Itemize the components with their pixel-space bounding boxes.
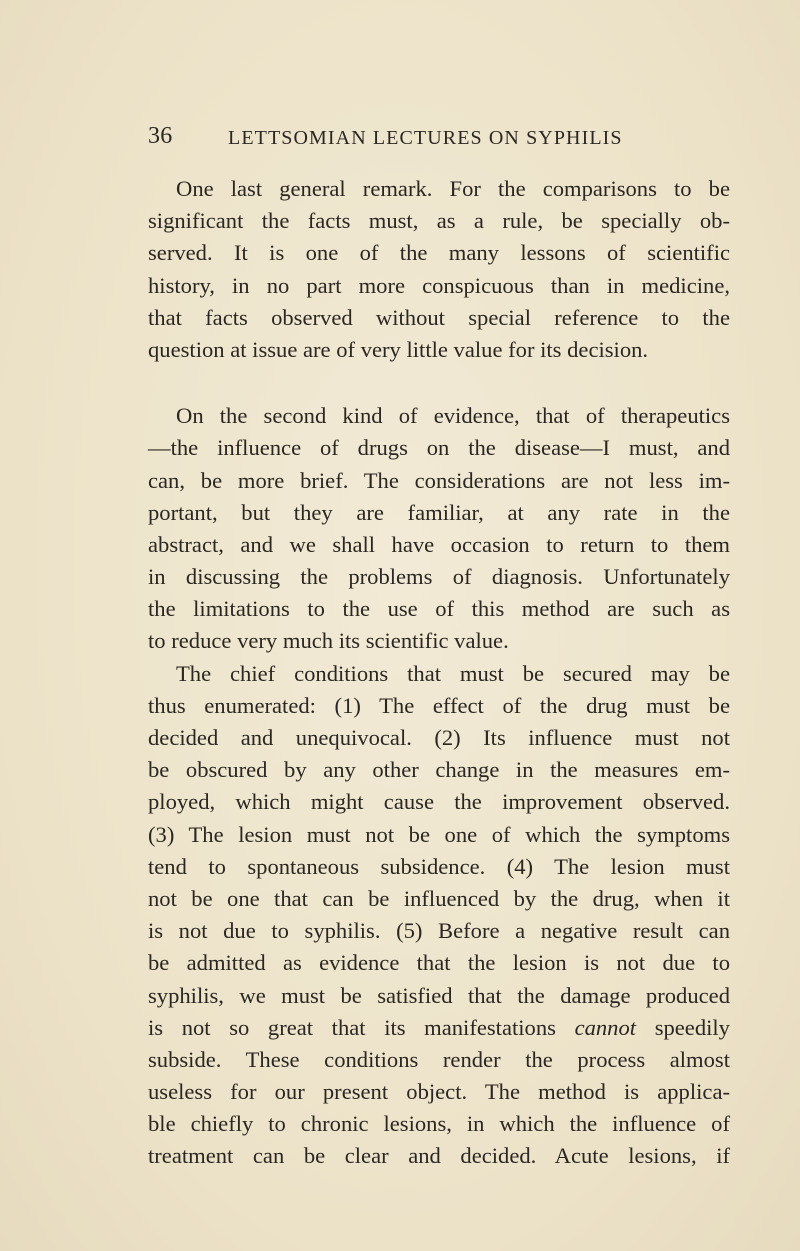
text-line: subside. These conditions render the process almost <box>148 1046 730 1072</box>
paragraph-spacer <box>148 366 730 400</box>
text-line: treatment can be clear and decided. Acute lesions, if <box>148 1143 730 1169</box>
text-line: On the second kind of evidence, that of therapeutics <box>176 403 730 429</box>
running-head-title: LETTSOMIAN LECTURES ON SYPHILIS <box>228 127 623 149</box>
text-line: is not due to syphilis. (5) Before a negative result can <box>148 918 730 944</box>
text-line: useless for our present object. The method is applica- <box>148 1079 730 1105</box>
text-line: thus enumerated: (1) The effect of the drug must be <box>148 692 730 718</box>
text-line: syphilis, we must be satisfied that the damage produced <box>148 982 730 1008</box>
text-line: not be one that can be influenced by the drug, when it <box>148 885 730 911</box>
text-line: ployed, which might cause the improvement observed. <box>148 789 730 815</box>
body-text <box>148 173 730 1173</box>
text-line: One last general remark. For the comparisons to be <box>176 176 730 201</box>
text-line: can, be more brief. The considerations are not less im- <box>148 467 730 493</box>
text-line: —the influence of drugs on the disease—I must, and <box>148 435 730 461</box>
paragraph-3 <box>148 658 730 1173</box>
text-line-with-italic <box>148 1012 730 1044</box>
text-line: tend to spontaneous subsidence. (4) The lesion must <box>148 853 730 879</box>
text-line: in discussing the problems of diagnosis. Unfortunately <box>148 564 730 590</box>
text-line: The chief conditions that must be secured may be <box>176 660 730 686</box>
text-fragment: speedily <box>654 1014 730 1040</box>
page-number: 36 <box>148 123 173 149</box>
paragraph-1 <box>148 173 730 366</box>
text-line: decided and unequivocal. (2) Its influence must not <box>148 725 730 750</box>
text-line: served. It is one of the many lessons of scientific <box>148 240 730 266</box>
text-line: (3) The lesion must not be one of which the symptoms <box>148 821 730 847</box>
text-line: portant, but they are familiar, at any rate in the <box>148 499 730 525</box>
text-line: ble chiefly to chronic lesions, in which the influence of <box>148 1111 730 1137</box>
text-line: abstract, and we shall have occasion to return to them <box>148 531 730 557</box>
text-line: be obscured by any other change in the measures em- <box>148 757 730 783</box>
italic-emphasis: cannot <box>574 1014 637 1040</box>
text-line: to reduce very much its scientific value. <box>148 628 509 654</box>
text-line: significant the facts must, as a rule, be specially ob- <box>148 208 730 234</box>
text-line: be admitted as evidence that the lesion is not due to <box>148 950 730 976</box>
text-line: that facts observed without special reference to the <box>148 304 730 330</box>
text-line: the limitations to the use of this method are such as <box>148 596 730 622</box>
text-line: question at issue are of very little value for its decision. <box>148 336 649 362</box>
text-line: history, in no part more conspicuous than in medicine, <box>148 272 730 298</box>
paragraph-2 <box>148 400 730 658</box>
text-fragment: is not so great that its manifestations <box>148 1014 556 1040</box>
